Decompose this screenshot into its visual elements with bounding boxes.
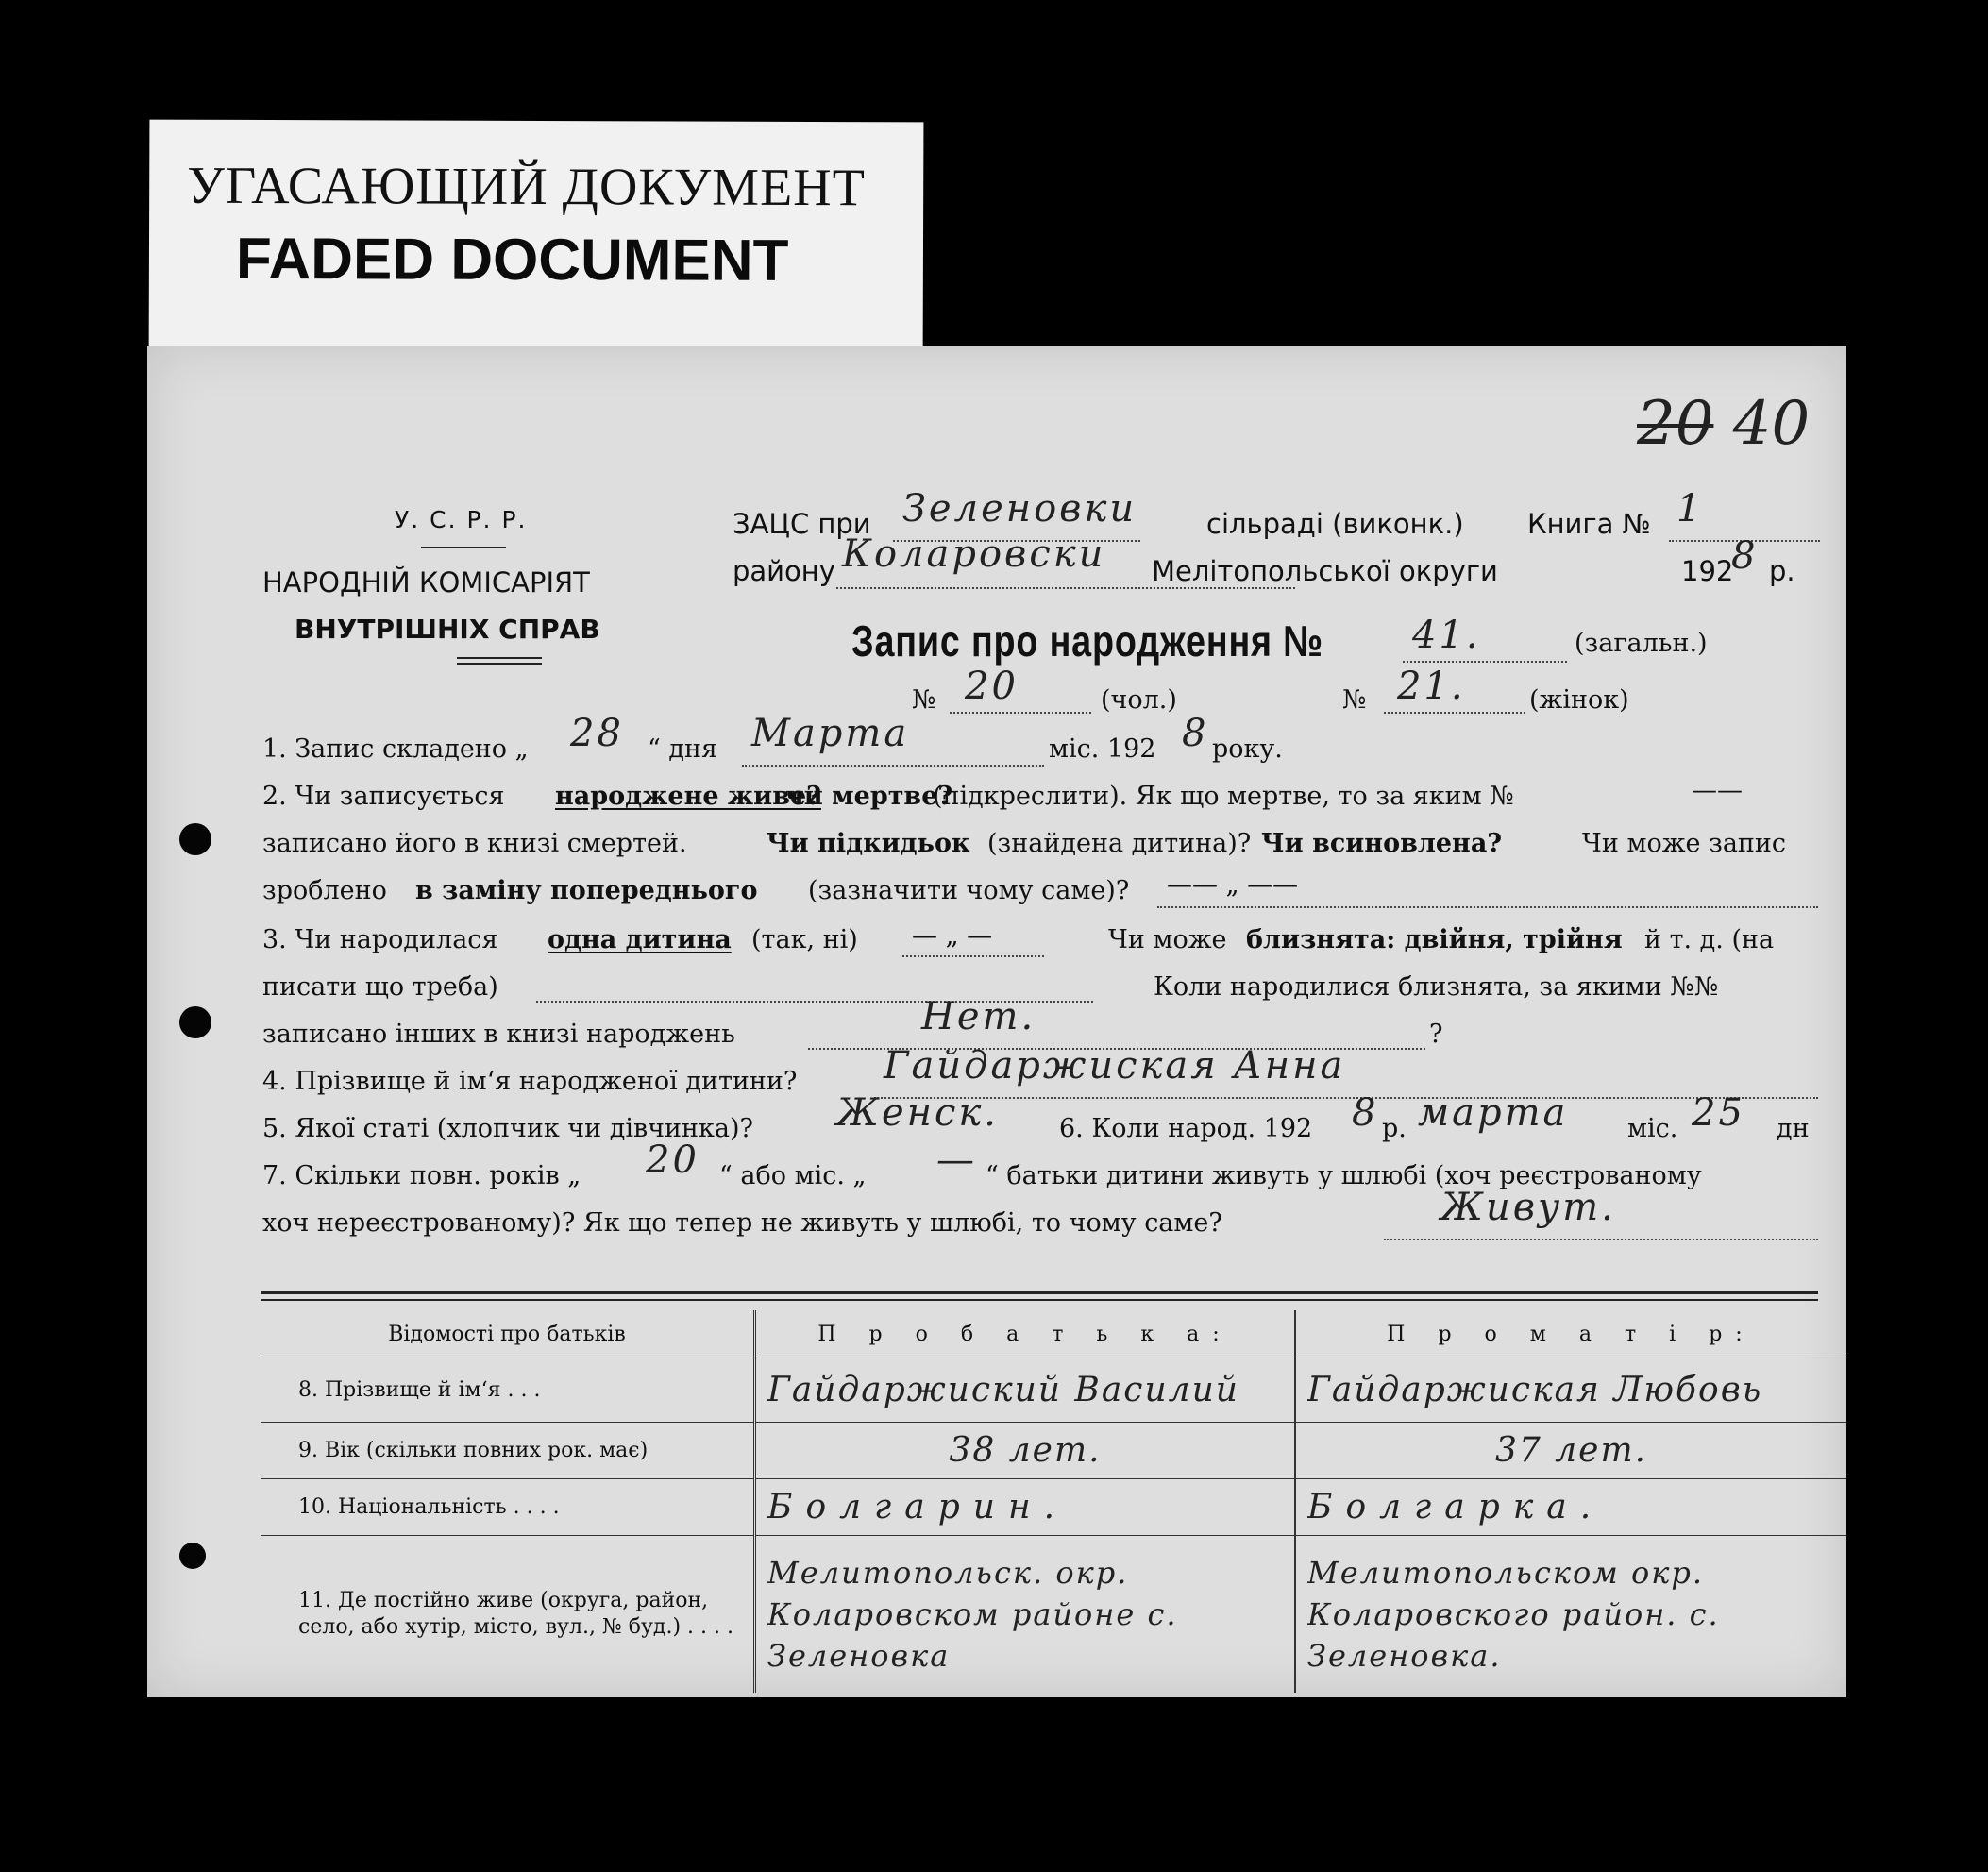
q7-months: — <box>936 1138 977 1182</box>
commissariat-line1: НАРОДНІЙ КОМІСАРІЯТ <box>262 566 590 599</box>
fill-line <box>742 765 1044 767</box>
q7-years: 20 <box>646 1138 699 1182</box>
q6-text-c: міс. <box>1627 1114 1678 1143</box>
council-label: сільраді (виконк.) <box>1206 508 1464 540</box>
q7-value: Живут. <box>1440 1186 1616 1229</box>
page-number: 40 <box>1732 389 1811 459</box>
q2-line3-a: зроблено <box>262 876 387 905</box>
label-russian: УГАСАЮЩИЙ ДОКУМЕНТ <box>187 156 867 218</box>
q3-line1-f: й т. д. (на <box>1644 925 1775 954</box>
q6-text-a: 6. Коли народ. 192 <box>1059 1114 1313 1143</box>
q1-text-a: 1. Запис складено „ <box>262 734 529 764</box>
q3-twins: близнята: двійня, трійня <box>1246 925 1623 954</box>
record-title: Запис про народження № <box>851 616 1324 666</box>
q3-line3-a: записано інших в книзі народжень <box>262 1020 735 1049</box>
q7-line1-c: “ батьки дитини живуть у шлюбі (хоч реєстрованому <box>986 1161 1702 1190</box>
row-label: 9. Вік (скільки повних рок. має) <box>261 1423 755 1479</box>
table-row <box>261 1479 1846 1536</box>
punch-hole <box>179 1543 206 1569</box>
q2-line2-e: Чи може запис <box>1582 829 1787 858</box>
q1-text-b: “ дня <box>648 734 718 764</box>
q4-child-name: Гайдаржиская Анна <box>884 1044 1346 1088</box>
q3-line1-d: Чи може <box>1108 925 1227 954</box>
q3-line3-value: Нет. <box>921 995 1036 1038</box>
divider <box>457 657 542 659</box>
row-label: 10. Національність . . . . <box>261 1479 755 1536</box>
q6-text-d: дн <box>1777 1114 1810 1143</box>
q3-single-child: одна дитина <box>548 925 732 954</box>
zacs-label: ЗАЦС при <box>733 508 871 540</box>
q5-sex: Женск. <box>836 1091 999 1135</box>
record-number: 41. <box>1412 614 1481 657</box>
female-count: 21. <box>1397 665 1466 708</box>
q3-line3-q: ? <box>1429 1020 1443 1049</box>
fill-line <box>836 587 1295 589</box>
q2-line2-c: (знайдена дитина)? <box>987 829 1252 858</box>
q3-line2-a: писати що треба) <box>262 972 498 1002</box>
female-label: (жінок) <box>1529 685 1629 715</box>
q6-text-b: р. <box>1382 1114 1407 1143</box>
male-no-label: № <box>912 685 936 715</box>
father-nationality: Болгарин. <box>767 1488 1069 1526</box>
male-count: 20 <box>965 665 1019 708</box>
table-row <box>261 1423 1846 1479</box>
table-header-row <box>261 1310 1846 1358</box>
ussr-label: У. С. Р. Р. <box>395 506 528 533</box>
mother-residence: Мелитопольском окр. Коларовского район. с. Зеленовка. <box>1307 1554 1720 1674</box>
q1-month: Марта <box>751 712 910 755</box>
q2-line3-c: (зазначити чому саме)? <box>808 876 1130 905</box>
struck-number: 20 <box>1637 389 1714 459</box>
female-no-label: № <box>1342 685 1367 715</box>
male-label: (чол.) <box>1101 685 1177 715</box>
q7-line1-b: “ або міс. „ <box>719 1161 867 1190</box>
general-label: (загальн.) <box>1575 629 1708 658</box>
parents-table <box>261 1310 1846 1693</box>
district-value: Коларовски <box>842 532 1106 576</box>
divider <box>261 1299 1818 1301</box>
q2-live-born: народжене живе? <box>555 782 821 811</box>
fill-line <box>1384 712 1525 714</box>
father-name: Гайдаржиский Василий <box>767 1371 1239 1409</box>
book-label: Книга № <box>1527 508 1651 540</box>
fill-line <box>1157 906 1818 908</box>
fill-line <box>1403 661 1567 663</box>
okruha-label: Мелітопольської округи <box>1152 555 1498 587</box>
q1-day: 28 <box>570 712 624 755</box>
table-row <box>261 1358 1846 1423</box>
q2-stillborn: чи мертве? <box>785 782 953 811</box>
fill-line <box>874 1097 1818 1099</box>
label-english: FADED DOCUMENT <box>235 226 789 294</box>
header-info: Відомості про батьків <box>261 1310 755 1358</box>
mother-age: 37 лет. <box>1494 1431 1648 1470</box>
commissariat-line2: ВНУТРІШНІХ СПРАВ <box>295 614 600 645</box>
q2-line2-a: записано його в книзі смертей. <box>262 829 687 858</box>
q2-line1-a: 2. Чи записується <box>262 782 505 811</box>
q2-adopted: Чи всиновлена? <box>1261 829 1503 858</box>
father-residence: Мелитопольск. окр. Коларовском районе с. Зеленовка <box>767 1554 1178 1674</box>
q3-line1-c: (так, ні) <box>751 925 858 954</box>
q1-text-c: міс. 192 <box>1049 734 1156 764</box>
punch-hole <box>179 1006 211 1038</box>
q4-text: 4. Прізвище й ім‘я народженої дитини? <box>262 1067 798 1096</box>
header-mother: П р о м а т і р: <box>1295 1310 1846 1358</box>
district-label: району <box>733 555 835 587</box>
q2-foundling: Чи підкидьок <box>767 829 970 858</box>
q7-line1-a: 7. Скільки повн. років „ <box>262 1161 581 1190</box>
q3-line2-b: Коли народилися близнята, за якими №№ <box>1154 972 1719 1002</box>
faded-document-label <box>149 120 924 368</box>
year-label: 192 <box>1681 555 1734 587</box>
q1-text-d: року. <box>1212 734 1283 764</box>
zacs-value: Зеленовки <box>902 487 1137 531</box>
sheet-number <box>1637 389 1810 459</box>
q3-line1-value: — „ — <box>912 921 993 951</box>
year-suffix: р. <box>1769 555 1795 587</box>
q6-month: марта <box>1418 1091 1569 1135</box>
mother-name: Гайдаржиская Любовь <box>1307 1371 1763 1409</box>
q7-line2: хоч нереєстрованому)? Як що тепер не живуть у шлюбі, то чому саме? <box>262 1208 1222 1238</box>
punch-hole <box>179 823 211 855</box>
q5-text: 5. Якої статі (хлопчик чи дівчинка)? <box>262 1114 753 1143</box>
divider <box>457 663 542 665</box>
q2-replacement: в заміну попереднього <box>415 876 758 905</box>
q6-day: 25 <box>1692 1091 1745 1135</box>
q6-year: 8 <box>1352 1091 1379 1135</box>
q2-line3-value: —— „ —— <box>1167 870 1299 900</box>
header-father: П р о б а т ь к а: <box>755 1310 1296 1358</box>
year-value: 8 <box>1731 534 1759 578</box>
divider <box>421 547 506 548</box>
q2-line1-d: (підкреслити). Як що мертве, то за яким № <box>933 782 1514 811</box>
birth-record-card <box>147 346 1846 1697</box>
father-age: 38 лет. <box>949 1431 1102 1470</box>
fill-line <box>1384 1239 1818 1240</box>
book-value: 1 <box>1676 487 1704 531</box>
q2-line1-value: —— <box>1692 776 1743 805</box>
fill-line <box>950 712 1091 714</box>
fill-line <box>902 955 1044 957</box>
mother-nationality: Болгарка. <box>1307 1488 1605 1526</box>
q1-year: 8 <box>1182 712 1209 755</box>
table-row <box>261 1536 1846 1693</box>
q3-line1-a: 3. Чи народилася <box>262 925 498 954</box>
row-label: 8. Прізвище й ім‘я . . . <box>261 1358 755 1423</box>
row-label: 11. Де постійно живе (округа, район, село, або хутір, місто, вул., № буд.) . . . . <box>261 1536 755 1693</box>
divider <box>261 1291 1818 1294</box>
